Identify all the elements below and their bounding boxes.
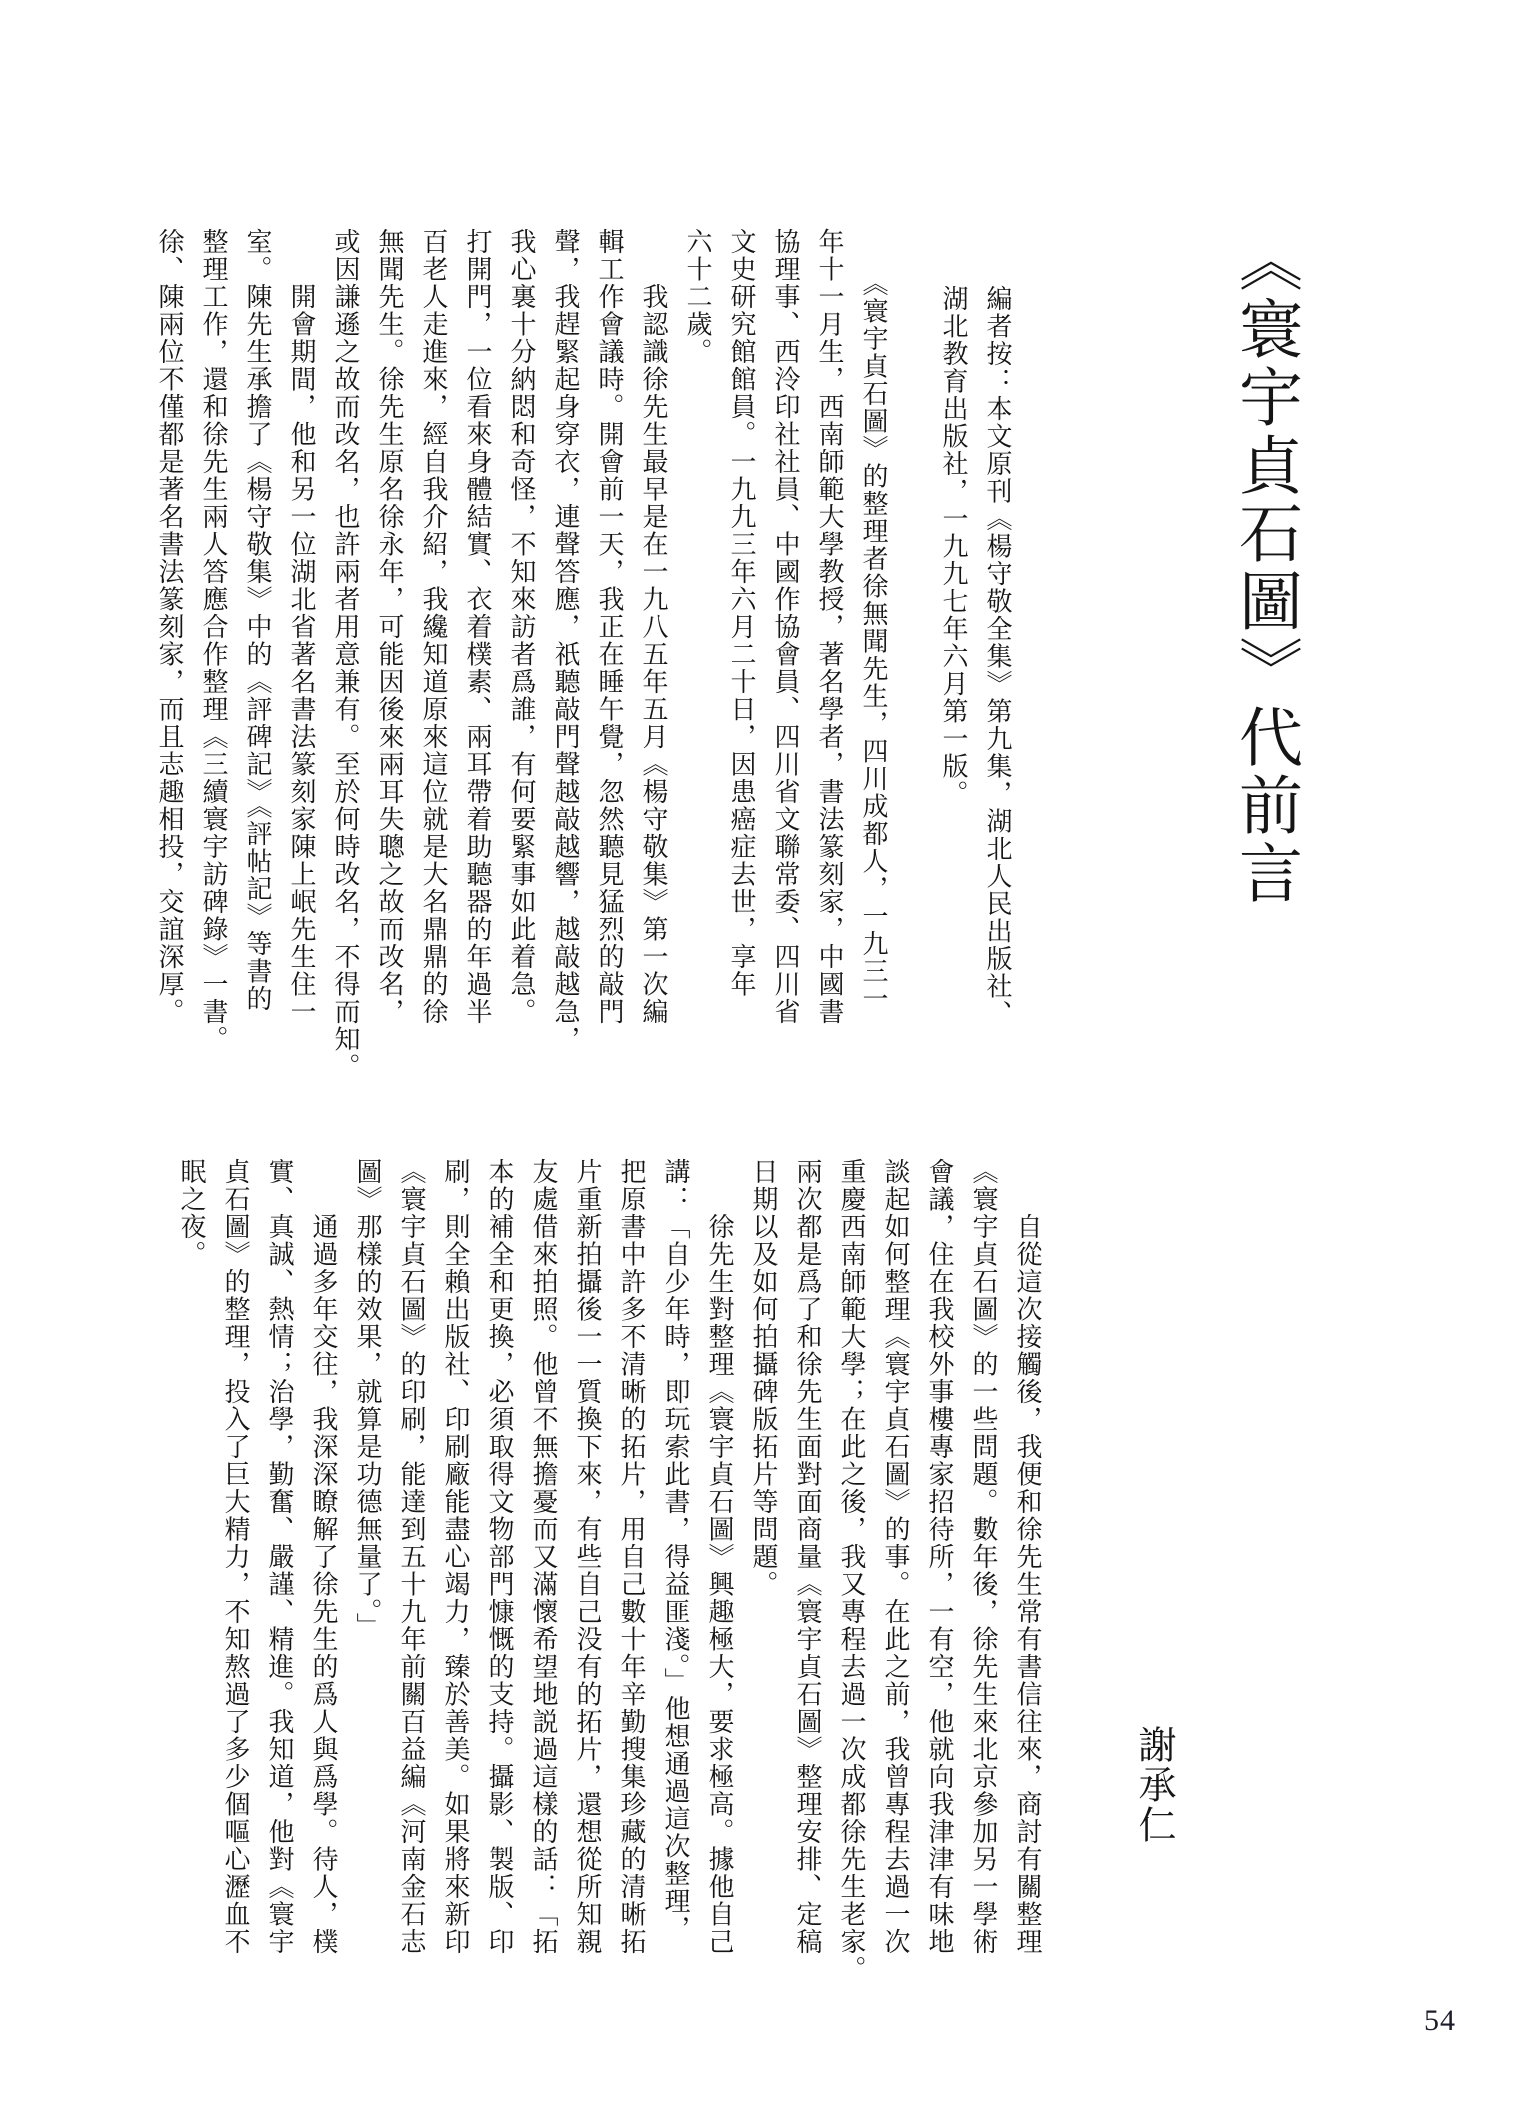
text-column: 《寰宇貞石圖》的印刷，能達到五十九年前關百益編《河南金石志 bbox=[397, 1158, 426, 1956]
text-column: 兩次都是爲了和徐先生面對面商量《寰宇貞石圖》整理安排、定稿 bbox=[793, 1158, 822, 1956]
text-column: 我心裏十分納悶和奇怪，不知來訪者爲誰，有何要緊事如此着急。 bbox=[507, 228, 536, 1026]
text-column: 協理事、西泠印社社員、中國作協會員、四川省文聯常委、四川省 bbox=[771, 228, 800, 1026]
text-column: 聲，我趕緊起身穿衣，連聲答應，祇聽敲門聲越敲越響，越敲越急， bbox=[551, 228, 580, 1053]
text-column: 《寰宇貞石圖》的一些問題。數年後，徐先生來北京參加另一學術 bbox=[969, 1158, 998, 1956]
text-column: 本的補全和更換，必須取得文物部門慷慨的支持。攝影、製版、印 bbox=[485, 1158, 514, 1956]
text-column: 重慶西南師範大學；在此之後，我又專程去過一次成都徐先生老家。 bbox=[837, 1158, 866, 1983]
text-column: 六十二歲。 bbox=[683, 228, 712, 366]
text-column: 或因謙遜之故而改名，也許兩者用意兼有。至於何時改名，不得而知。 bbox=[331, 228, 360, 1081]
text-column: 眠之夜。 bbox=[177, 1158, 206, 1268]
text-column: 《寰宇貞石圖》的整理者徐無聞先生，四川成都人，一九三一 bbox=[859, 228, 888, 1013]
text-column: 圖》那樣的效果，就算是功德無量了。」 bbox=[353, 1158, 382, 1640]
text-column: 友處借來拍照。他曾不無擔憂而又滿懷希望地説過這樣的話：「拓 bbox=[529, 1158, 558, 1956]
page-number: 54 bbox=[1424, 2004, 1456, 2037]
text-column: 講：「自少年時，即玩索此書，得益匪淺。」他想通過這次整理， bbox=[661, 1158, 690, 1943]
top-section bbox=[147, 228, 1320, 1088]
bottom-text-block bbox=[169, 1158, 1049, 2018]
text-column: 無聞先生。徐先生原名徐永年，可能因後來兩耳失聰之故而改名， bbox=[375, 228, 404, 1026]
text-column: 日期以及如何拍攝碑版拓片等問題。 bbox=[749, 1158, 778, 1598]
bottom-section bbox=[169, 1158, 1188, 2018]
text-column: 打開門，一位看來身體結實、衣着樸素、兩耳帶着助聽器的年過半 bbox=[463, 228, 492, 1026]
text-column: 文史研究館館員。一九九三年六月二十日，因患癌症去世，享年 bbox=[727, 228, 756, 998]
author-name: 謝承仁 bbox=[1132, 1725, 1174, 1845]
text-column: 整理工作，還和徐先生兩人答應合作整理《三續寰宇訪碑錄》一書。 bbox=[199, 228, 228, 1053]
text-column: 刷，則全賴出版社、印刷廠能盡心竭力，臻於善美。如果將來新印 bbox=[441, 1158, 470, 1956]
text-column: 把原書中許多不清晰的拓片，用自己數十年辛勤搜集珍藏的清晰拓 bbox=[617, 1158, 646, 1956]
text-column: 湖北教育出版社，一九九七年六月第一版。 bbox=[939, 285, 968, 808]
text-column: 編者按：本文原刊《楊守敬全集》第九集，湖北人民出版社、 bbox=[983, 285, 1012, 1028]
text-column: 百老人走進來，經自我介紹，我纔知道原來這位就是大名鼎鼎的徐 bbox=[419, 228, 448, 1026]
page-title: 《寰宇貞石圖》代前言 bbox=[1230, 228, 1301, 908]
text-column: 年十一月生，西南師範大學教授，著名學者，書法篆刻家，中國書 bbox=[815, 228, 844, 1026]
text-column: 室。陳先生承擔了《楊守敬集》中的《評碑記》《評帖記》等書的 bbox=[243, 228, 272, 1013]
text-column: 會議，住在我校外事樓專家招待所，一有空，他就向我津津有味地 bbox=[925, 1158, 954, 1956]
text-column: 談起如何整理《寰宇貞石圖》的事。在此之前，我曾專程去過一次 bbox=[881, 1158, 910, 1956]
text-column: 我認識徐先生最早是在一九八五年五月《楊守敬集》第一次編 bbox=[639, 228, 668, 1026]
text-column: 徐先生對整理《寰宇貞石圖》興趣極大，要求極高。據他自己 bbox=[705, 1158, 734, 1956]
text-column: 通過多年交往，我深深瞭解了徐先生的爲人與爲學。待人，樸 bbox=[309, 1158, 338, 1956]
text-column: 輯工作會議時。開會前一天，我正在睡午覺，忽然聽見猛烈的敲門 bbox=[595, 228, 624, 1026]
editor-note bbox=[931, 228, 1019, 1088]
text-column: 徐、陳兩位不僅都是著名書法篆刻家，而且志趣相投，交誼深厚。 bbox=[155, 228, 184, 1026]
text-column: 實、真誠、熱情；治學，勤奮、嚴謹、精進。我知道，他對《寰宇 bbox=[265, 1158, 294, 1956]
text-column: 自從這次接觸後，我便和徐先生常有書信往來，商討有關整理 bbox=[1013, 1158, 1042, 1956]
text-column: 開會期間，他和另一位湖北省著名書法篆刻家陳上岷先生住一 bbox=[287, 228, 316, 1026]
text-column: 片重新拍攝後一一質換下來，有些自己没有的拓片，還想從所知親 bbox=[573, 1158, 602, 1956]
top-text-block bbox=[147, 228, 895, 1088]
text-column: 貞石圖》的整理，投入了巨大精力，不知熬過了多少個嘔心瀝血不 bbox=[221, 1158, 250, 1956]
